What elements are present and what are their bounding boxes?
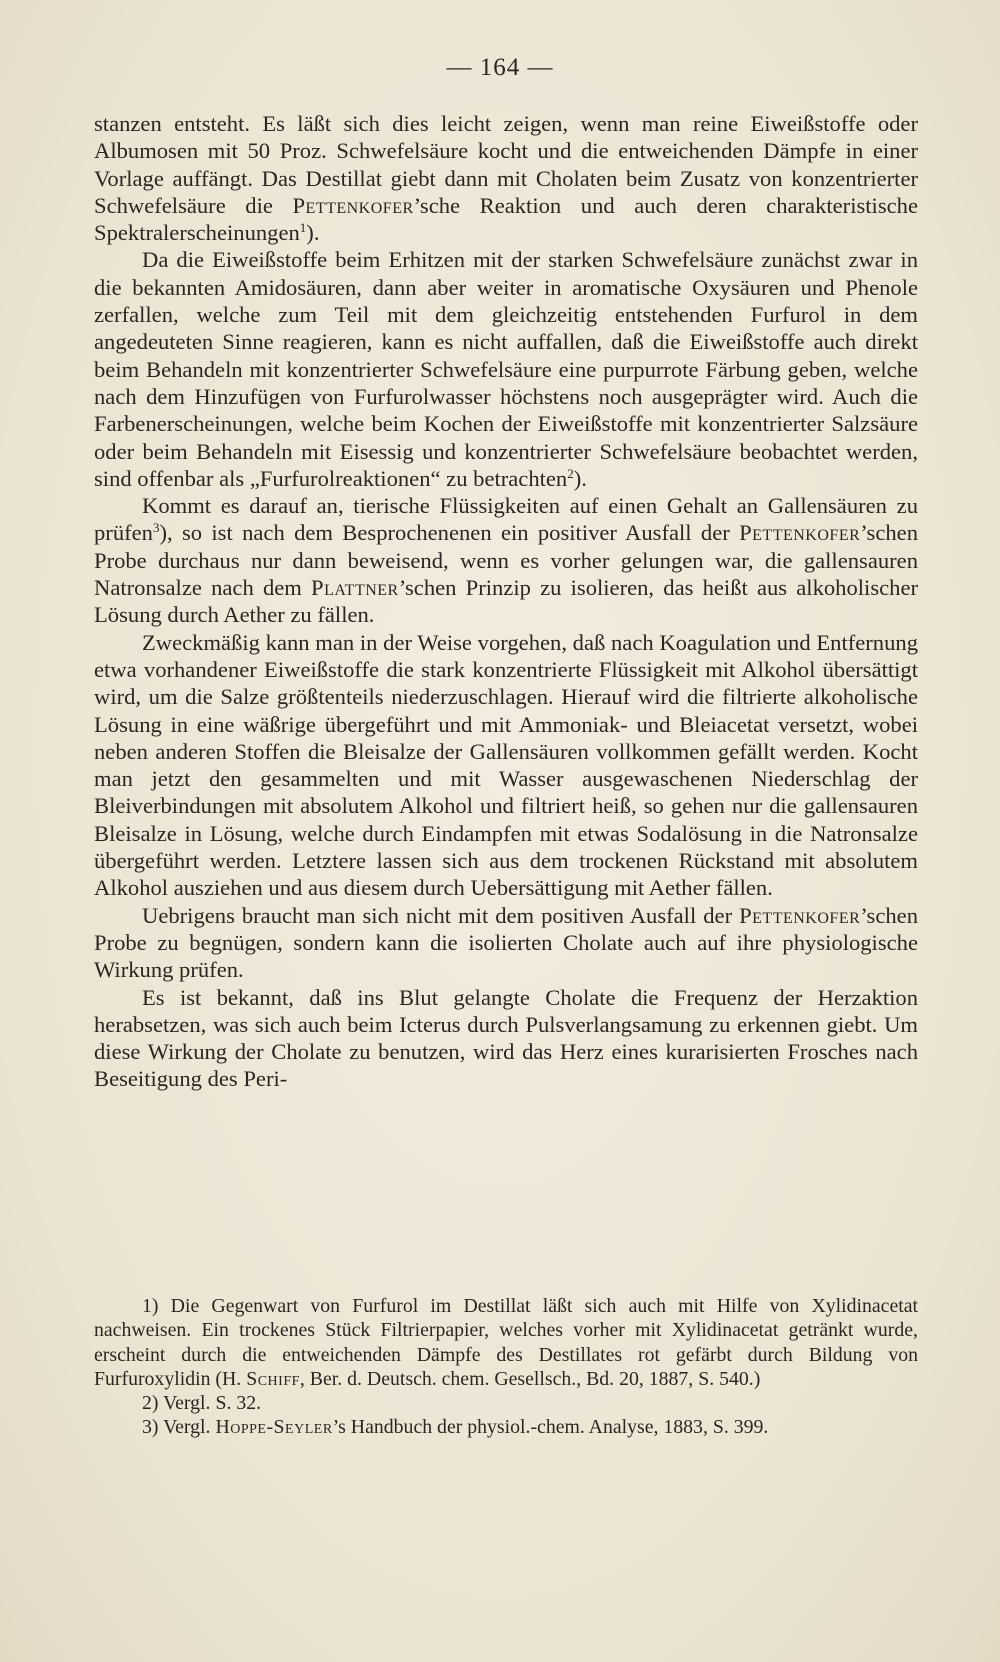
footnote-ref: 3 bbox=[152, 520, 160, 536]
text-run: stanzen entsteht. Es läßt sich dies leicht zeigen, wenn man reine Eiweißstoffe oder Albumosen mit 50 Proz. Schwefelsäure kocht und die entweichenden Dämpfe in einer Vorlage auffängt. Das Destillat giebt dann mit Cholaten beim Zusatz von konzentrierter Schwefelsäure die bbox=[94, 111, 918, 218]
footnotes bbox=[94, 1294, 918, 1440]
footnote-2 bbox=[94, 1391, 918, 1415]
paragraph-2 bbox=[94, 246, 918, 492]
paragraph-3 bbox=[94, 492, 918, 628]
main-text bbox=[94, 110, 918, 1093]
author-name: Plattner bbox=[311, 575, 399, 601]
footnote-ref: 1 bbox=[299, 220, 307, 236]
paragraph-6 bbox=[94, 984, 918, 1093]
text-run: ’sche Reaktion und auch deren charakteristische Spektralerscheinungen bbox=[94, 192, 918, 246]
text-run: 3) Vergl. bbox=[142, 1416, 216, 1439]
paragraph-4 bbox=[94, 629, 918, 902]
text-run: ’schen Prinzip zu isolieren, das heißt aus alkoholischer Lösung durch Aether zu fällen. bbox=[94, 575, 918, 628]
author-name: Pettenkofer bbox=[292, 192, 414, 218]
text-run: ’schen Probe durchaus nur dann beweisend, wenn es vorher gelungen war, die gallensauren Natronsalze nach dem bbox=[94, 520, 918, 601]
page-number: — 164 — bbox=[446, 54, 554, 81]
text-run: 1) Die Gegenwart von Furfurol im Destillat läßt sich auch mit Hilfe von Xylidinacetat nachweisen. Ein trockenes Stück Filtrierpapier, welches vorher mit Xylidinacetat getränkt wurde, erscheint durch die entweichenden Dämpfe des Destillates rot gefärbt durch Bildung von Furfuroxylidin (H. bbox=[94, 1295, 918, 1390]
text-run: ’s Handbuch der physiol.-chem. Analyse, 1883, S. 399. bbox=[332, 1416, 769, 1439]
author-name: Pettenkofer bbox=[739, 902, 861, 928]
text-run: ’schen Probe zu begnügen, sondern kann die isolierten Cholate auch auf ihre physiologische Wirkung prüfen. bbox=[94, 902, 918, 983]
paragraph-1 bbox=[94, 110, 918, 246]
text-run: 2) Vergl. S. 32. bbox=[142, 1392, 262, 1415]
author-name: Hoppe-Seyler bbox=[215, 1416, 333, 1439]
text-run: ), so ist nach dem Besprochenenen ein positiver Ausfall der bbox=[159, 520, 740, 546]
text-run: Da die Eiweißstoffe beim Erhitzen mit der starken Schwefelsäure zunächst zwar in die bekannten Amidosäuren, dann aber weiter in aromatische Oxysäuren und Phenole zerfallen, welche zum Teil mit dem gleichzeitig entstehenden Furfurol in dem angedeuteten Sinne reagieren, kann es nicht auffallen, daß die Eiweißstoffe auch direkt beim Behandeln mit konzentrierter Schwefelsäure eine purpurrote Färbung geben, welche nach dem Hinzufügen von Furfurolwasser höchstens noch ausgeprägter wird. Auch die Farbenerscheinungen, welche beim Kochen der Eiweißstoffe mit konzentrierter Salzsäure oder beim Behandeln mit Eisessig und konzentrierter Schwefelsäure beobachtet werden, sind offenbar als „Furfurolreaktionen“ zu betrachten bbox=[94, 247, 918, 491]
text-run: ). bbox=[573, 465, 587, 491]
author-name: Pettenkofer bbox=[739, 520, 861, 546]
text-run: Zweckmäßig kann man in der Weise vorgehen, daß nach Koagulation und Entfernung etwa vorhandener Eiweißstoffe die stark konzentrierte Flüssigkeit mit Alkohol übersättigt wird, um die Salze größtenteils niederzuschlagen. Hierauf wird die filtrierte alkoholische Lösung in eine wäßrige übergeführt und mit Ammoniak- und Bleiacetat versetzt, wobei neben anderen Stoffen die Bleisalze der Gallensäuren vollkommen gefällt werden. Kocht man jetzt den gesammelten und mit Wasser ausgewaschenen Niederschlag der Bleiverbindungen mit absolutem Alkohol und filtriert heiß, so gehen nur die gallensauren Bleisalze in Lösung, welche durch Eindampfen mit etwas Sodalösung in die Natronsalze übergeführt werden. Letztere lassen sich aus dem trockenen Rückstand mit absolutem Alkohol ausziehen und aus diesem durch Uebersättigung mit Aether fällen. bbox=[94, 629, 918, 901]
text-run: , Ber. d. Deutsch. chem. Gesellsch., Bd. 20, 1887, S. 540.) bbox=[299, 1367, 761, 1390]
footnote-3 bbox=[94, 1415, 918, 1439]
author-name: Schiff bbox=[246, 1367, 300, 1390]
text-run: Kommt es darauf an, tierische Flüssigkeiten auf einen Gehalt an Gallensäuren zu prüfen bbox=[94, 493, 918, 546]
footnote-1 bbox=[94, 1294, 918, 1391]
text-run: Uebrigens braucht man sich nicht mit dem positiven Ausfall der bbox=[142, 902, 740, 928]
paragraph-5 bbox=[94, 902, 918, 984]
footnote-ref: 2 bbox=[567, 465, 574, 481]
text-run: Es ist bekannt, daß ins Blut gelangte Cholate die Frequenz der Herzaktion herabsetzen, was sich auch beim Icterus durch Pulsverlangsamung zu erkennen giebt. Um diese Wirkung der Cholate zu benutzen, wird das Herz eines kurarisierten Frosches nach Beseitigung des Peri- bbox=[94, 984, 918, 1092]
text-run: ). bbox=[306, 220, 320, 246]
